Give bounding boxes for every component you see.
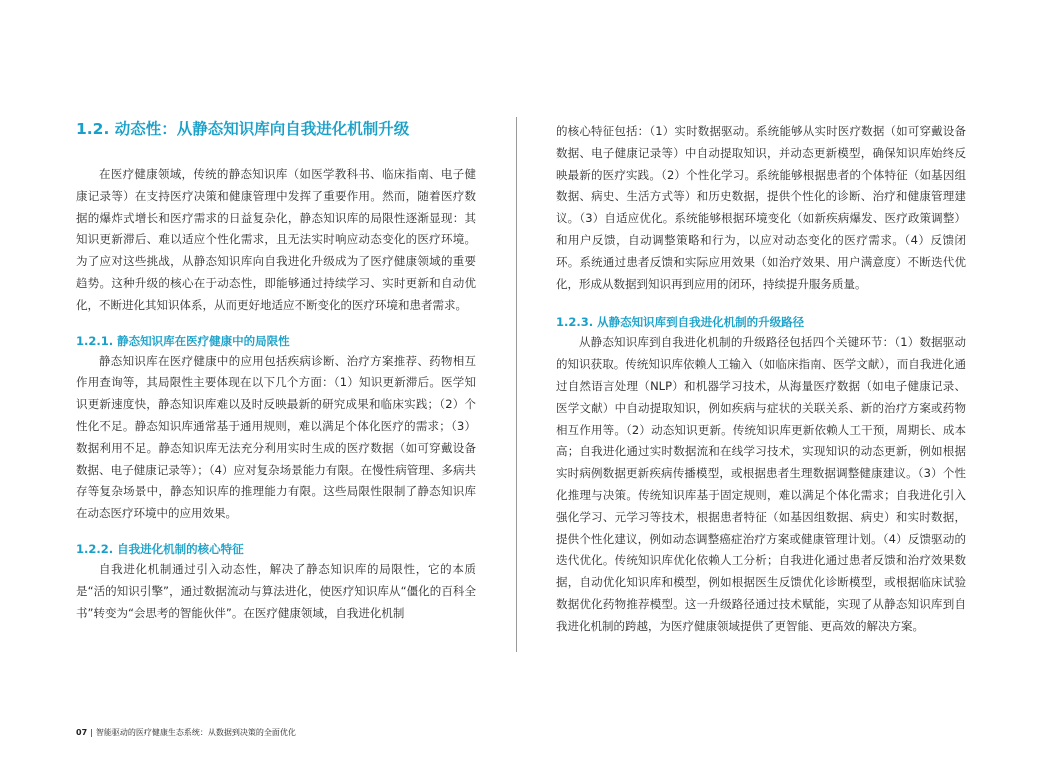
column-divider bbox=[516, 117, 517, 652]
page-number: 07 bbox=[76, 728, 88, 737]
left-column bbox=[76, 118, 476, 624]
right-column bbox=[556, 121, 966, 638]
subsection-2-paragraph-start: 自我进化机制通过引入动态性，解决了静态知识库的局限性，它的本质是“活的知识引擎”，通过数据流动与算法进化，使医疗知识库从“僵化的百科全书”转变为“会思考的智能伙伴”。在医疗健康领域，自我进化机制 bbox=[76, 561, 476, 620]
subsection-1-paragraph: 静态知识库在医疗健康中的应用包括疾病诊断、治疗方案推荐、药物相互作用查询等，其局限性主要体现在以下几个方面：（1）知识更新滞后。医学知识更新速度快，静态知识库难以及时反映最新的研究成果和临床实践；（2）个性化不足。静态知识库通常基于通用规则，难以满足个体化医疗的需求；（3）数据利用不足。静态知识库无法充分利用实时生成的医疗数据（如可穿戴设备数据、电子健康记录等）；（4）应对复杂场景能力有限。在慢性病管理、多病共存等复杂场景中，静态知识库的推理能力有限。这些局限性限制了静态知识库在动态医疗环境中的应用效果。 bbox=[76, 353, 476, 521]
subsection-3-title: 1.2.3. 从静态知识库到自我进化机制的升级路径 bbox=[556, 315, 805, 330]
section-title: 1.2. 动态性：从静态知识库向自我进化机制升级 bbox=[76, 120, 410, 138]
subsection-2-title: 1.2.2. 自我进化机制的核心特征 bbox=[76, 541, 244, 556]
subsection-2-paragraph-continued: 的核心特征包括：（1）实时数据驱动。系统能够从实时医疗数据（如可穿戴设备数据、电子健康记录等）中自动提取知识，并动态更新模型，确保知识库始终反映最新的医疗实践。（2）个性化学习。系统能够根据患者的个体特征（如基因组数据、病史、生活方式等）和历史数据，提供个性化的诊断、治疗和健康管理建议。（3）自适应优化。系统能够根据环境变化（如新疾病爆发、医疗政策调整）和用户反馈，自动调整策略和行为，以应对动态变化的医疗需求。（4）反馈闭环。系统通过患者反馈和实际应用效果（如治疗效果、用户满意度）不断迭代优化，形成从数据到知识再到应用的闭环，持续提升服务质量。 bbox=[556, 124, 966, 291]
subsection-3-paragraph: 从静态知识库到自我进化机制的升级路径包括四个关键环节：（1）数据驱动的知识获取。传统知识库依赖人工输入（如临床指南、医学文献），而自我进化通过自然语言处理（NLP）和机器学习技术，从海量医疗数据（如电子健康记录、医学文献）中自动提取知识，例如疾病与症状的关联关系、新的治疗方案或药物相互作用等。（2）动态知识更新。传统知识库更新依赖人工干预，周期长、成本高；自我进化通过实时数据流和在线学习技术，实现知识的动态更新，例如根据实时病例数据更新疾病传播模型，或根据患者生理数据调整健康建议。（3）个性化推理与决策。传统知识库基于固定规则，难以满足个体化需求；自我进化引入强化学习、元学习等技术，根据患者特征（如基因组数据、病史）和实时数据，提供个性化建议，例如动态调整癌症治疗方案或健康管理计划。（4）反馈驱动的迭代优化。传统知识库优化依赖人工分析；自我进化通过患者反馈和治疗效果数据，自动优化知识库和模型，例如根据医生反馈优化诊断模型，或根据临床试验数据优化药物推荐模型。这一升级路径通过技术赋能，实现了从静态知识库到自我进化机制的跨越，为医疗健康领域提供了更智能、更高效的解决方案。 bbox=[556, 335, 966, 633]
subsection-1-title: 1.2.1. 静态知识库在医疗健康中的局限性 bbox=[76, 333, 290, 348]
footer-title: 智能驱动的医疗健康生态系统：从数据到决策的全面优化 bbox=[95, 728, 296, 737]
page-footer bbox=[76, 727, 296, 739]
section-intro-paragraph: 在医疗健康领域，传统的静态知识库（如医学教科书、临床指南、电子健康记录等）在支持医疗决策和健康管理中发挥了重要作用。然而，随着医疗数据的爆炸式增长和医疗需求的日益复杂化，静态知识库的局限性逐渐显现：其知识更新滞后、难以适应个性化需求，且无法实时响应动态变化的医疗环境。为了应对这些挑战，从静态知识库向自我进化升级成为了医疗健康领域的重要趋势。这种升级的核心在于动态性，即能够通过持续学习、实时更新和自动优化，不断进化其知识体系，从而更好地适应不断变化的医疗环境和患者需求。 bbox=[76, 167, 476, 312]
footer-separator: | bbox=[90, 728, 93, 737]
